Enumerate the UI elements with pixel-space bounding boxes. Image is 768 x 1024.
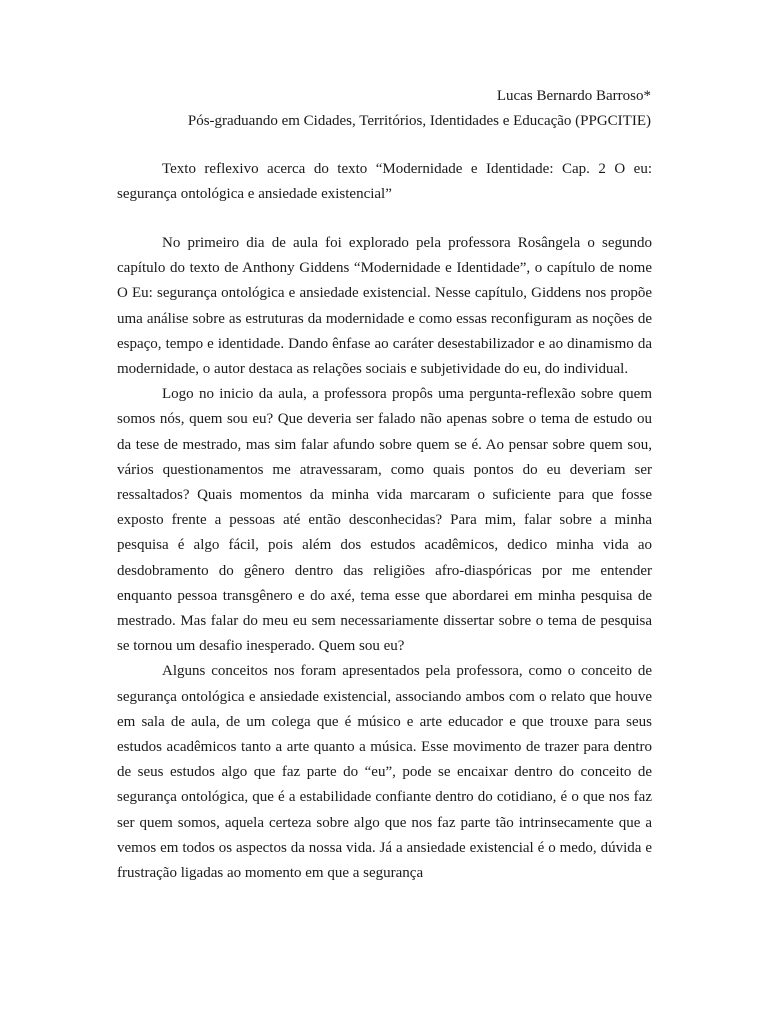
document-subject — [117, 157, 652, 207]
paragraph-2: Logo no inicio da aula, a professora propôs uma pergunta-reflexão sobre quem somos nós, quem sou eu? Que deveria ser falado não apenas sobre o tema de estudo ou da tese de mestrado, mas sim falar afundo sobre quem se é. Ao pensar sobre quem sou, vários questionamentos me atravessaram, como quais pontos do eu deveriam ser ressaltados? Quais momentos da minha vida marcaram o suficiente para que fosse exposto frente a pessoas até então desconhecidas? Para mim, falar sobre a minha pesquisa é algo fácil, pois além dos estudos acadêmicos, dedico minha vida ao desdobramento do gênero dentro das religiões afro-diaspóricas por me entender enquanto pessoa transgênero e do axé, tema esse que abordarei em minha pesquisa de mestrado. Mas falar do meu eu sem necessariamente dissertar sobre o tema de pesquisa se tornou um desafio inesperado. Quem sou eu? — [117, 386, 652, 655]
document-body — [117, 231, 652, 886]
paragraph-1: No primeiro dia de aula foi explorado pela professora Rosângela o segundo capítulo do texto de Anthony Giddens “Modernidade e Identidade”, o capítulo de nome O Eu: segurança ontológica e ansiedade existencial. Nesse capítulo, Giddens nos propõe uma análise sobre as estruturas da modernidade e como essas reconfiguram as noções de espaço, tempo e identidade. Dando ênfase ao caráter desestabilizador e ao dinamismo da modernidade, o autor destaca as relações sociais e subjetividade do eu, do individual. — [117, 235, 652, 378]
paragraph-3: Alguns conceitos nos foram apresentados pela professora, como o conceito de segurança ontológica e ansiedade existencial, associando ambos com o relato que houve em sala de aula, de um colega que é músico e arte educador e que trouxe para seus estudos acadêmicos tanto a arte quanto a música. Esse movimento de trazer para dentro de seus estudos algo que faz parte do “eu”, pode se encaixar dentro do conceito de segurança ontológica, que é a estabilidade confiante dentro do cotidiano, é o que nos faz ser quem somos, aquela certeza sobre algo que nos faz parte tão intrinsecamente que a vemos em todos os aspectos da nossa vida. Já a ansiedade existencial é o medo, dúvida e frustração ligadas ao momento em que a segurança — [117, 663, 652, 882]
author-affiliation: Pós-graduando em Cidades, Territórios, Identidades e Educação (PPGCITIE) — [187, 113, 651, 129]
subject-text: Texto reflexivo acerca do texto “Modernidade e Identidade: Cap. 2 O eu: segurança ontológica e ansiedade existencial” — [117, 161, 652, 202]
author-name: Lucas Bernardo Barroso* — [496, 88, 651, 104]
